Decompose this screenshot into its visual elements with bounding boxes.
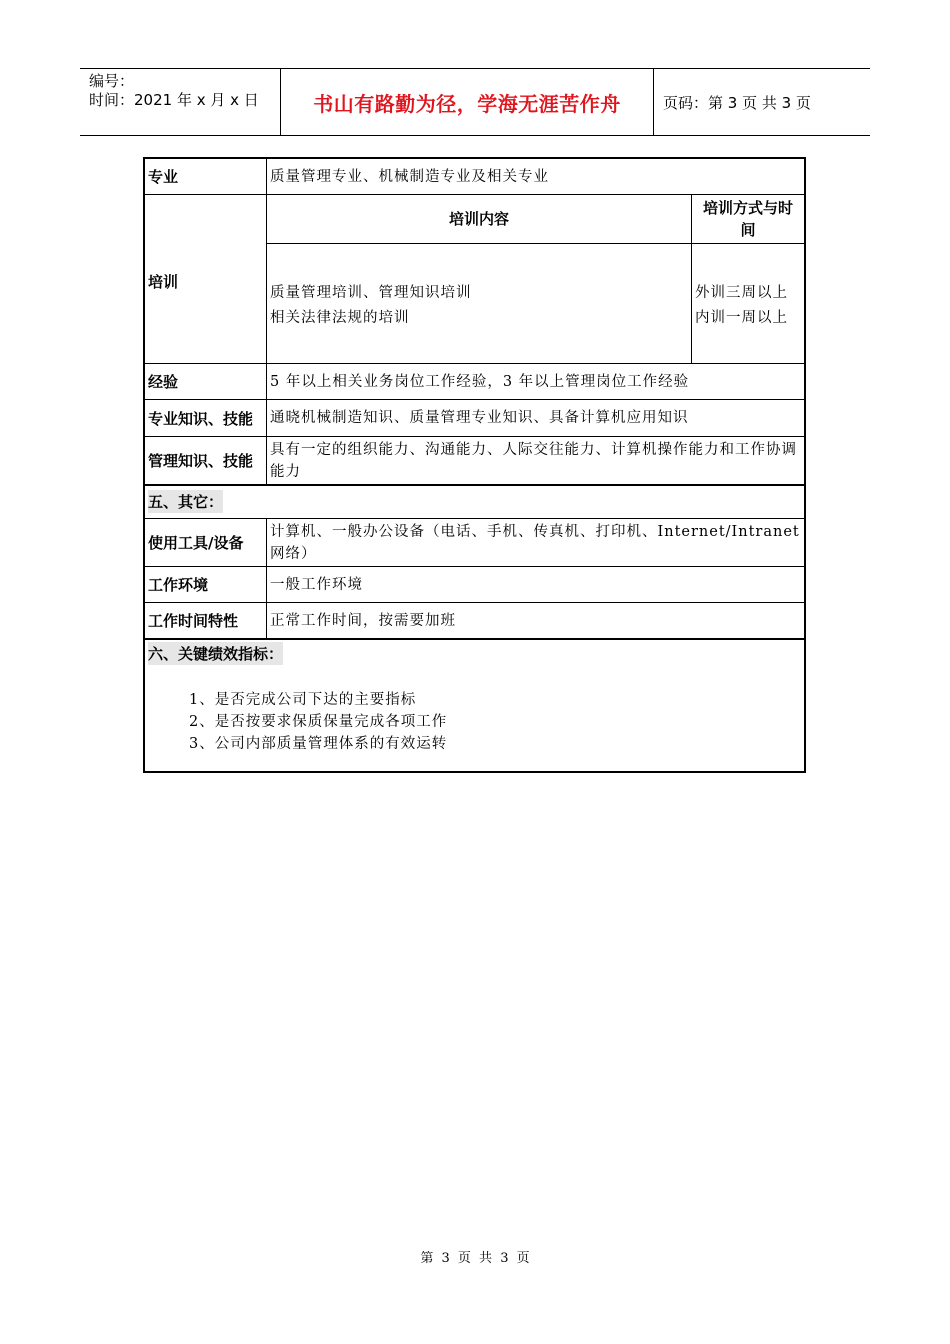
- section6-title: [145, 640, 804, 664]
- training-content-line: 相关法律法规的培训: [270, 310, 410, 326]
- worktime-label: 工作时间特性: [145, 603, 267, 638]
- training-method-line: 内训一周以上: [695, 310, 788, 326]
- motto: 书山有路勤为径，学海无涯苦作舟: [313, 91, 621, 116]
- page-info: 页码：第 3 页 共 3 页: [663, 93, 811, 112]
- major-label: 专业: [145, 159, 267, 194]
- row-mgmt-skills: [145, 437, 804, 486]
- section5-title: [145, 486, 226, 517]
- page-footer: 第 3 页 共 3 页: [420, 1251, 530, 1266]
- training-method-header: 培训方式与时间: [702, 199, 793, 239]
- kpi-list: [145, 664, 804, 755]
- row-major: [145, 159, 804, 195]
- page-header: [80, 68, 870, 136]
- header-motto-cell: [281, 69, 654, 135]
- environment-value: 一般工作环境: [270, 576, 363, 593]
- worktime-value: 正常工作时间，按需要加班: [270, 612, 456, 629]
- training-content-header: 培训内容: [267, 195, 692, 243]
- tools-label: 使用工具/设备: [145, 519, 267, 566]
- row-environment: [145, 567, 804, 603]
- pro-skills-value: 通晓机械制造知识、质量管理专业知识、具备计算机应用知识: [270, 410, 689, 426]
- training-label: 培训: [145, 195, 267, 363]
- row-kpi: [145, 640, 804, 771]
- pro-skills-label: 专业知识、技能: [145, 400, 267, 436]
- training-method-line: 外训三周以上: [695, 285, 788, 301]
- training-method-cell: [692, 244, 804, 363]
- section6-title-text: 六、关键绩效指标：: [148, 642, 283, 665]
- number-label: 编号：: [89, 72, 135, 90]
- environment-label: 工作环境: [145, 567, 267, 602]
- kpi-item: 1、是否完成公司下达的主要指标: [189, 692, 417, 708]
- tools-value: 计算机、一般办公设备（电话、手机、传真机、打印机、Internet/Intranet 网络）: [270, 523, 800, 562]
- mgmt-skills-value: 具有一定的组织能力、沟通能力、人际交往能力、计算机操作能力和工作协调能力: [270, 441, 797, 480]
- experience-label: 经验: [145, 364, 267, 399]
- job-spec-table: [143, 157, 806, 773]
- kpi-item: 3、公司内部质量管理体系的有效运转: [189, 736, 448, 752]
- mgmt-skills-label: 管理知识、技能: [145, 437, 267, 484]
- row-tools: [145, 519, 804, 567]
- training-content-cell: [267, 244, 692, 363]
- row-worktime: [145, 603, 804, 640]
- training-header-row: [267, 195, 804, 244]
- row-training: [145, 195, 804, 364]
- time-label: 时间：2021 年 x 月 x 日: [89, 91, 259, 109]
- training-body-row: [267, 244, 804, 363]
- row-pro-skills: [145, 400, 804, 437]
- row-experience: [145, 364, 804, 400]
- section5-title-text: 五、其它：: [148, 490, 223, 513]
- training-content-line: 质量管理培训、管理知识培训: [270, 285, 472, 301]
- header-meta: [80, 69, 281, 135]
- kpi-item: 2、是否按要求保质保量完成各项工作: [189, 714, 448, 730]
- major-value: 质量管理专业、机械制造专业及相关专业: [270, 168, 549, 185]
- training-subtable: [267, 195, 804, 363]
- row-section5: [145, 486, 804, 519]
- experience-value: 5 年以上相关业务岗位工作经验，3 年以上管理岗位工作经验: [270, 373, 690, 390]
- header-page-info: [654, 69, 870, 135]
